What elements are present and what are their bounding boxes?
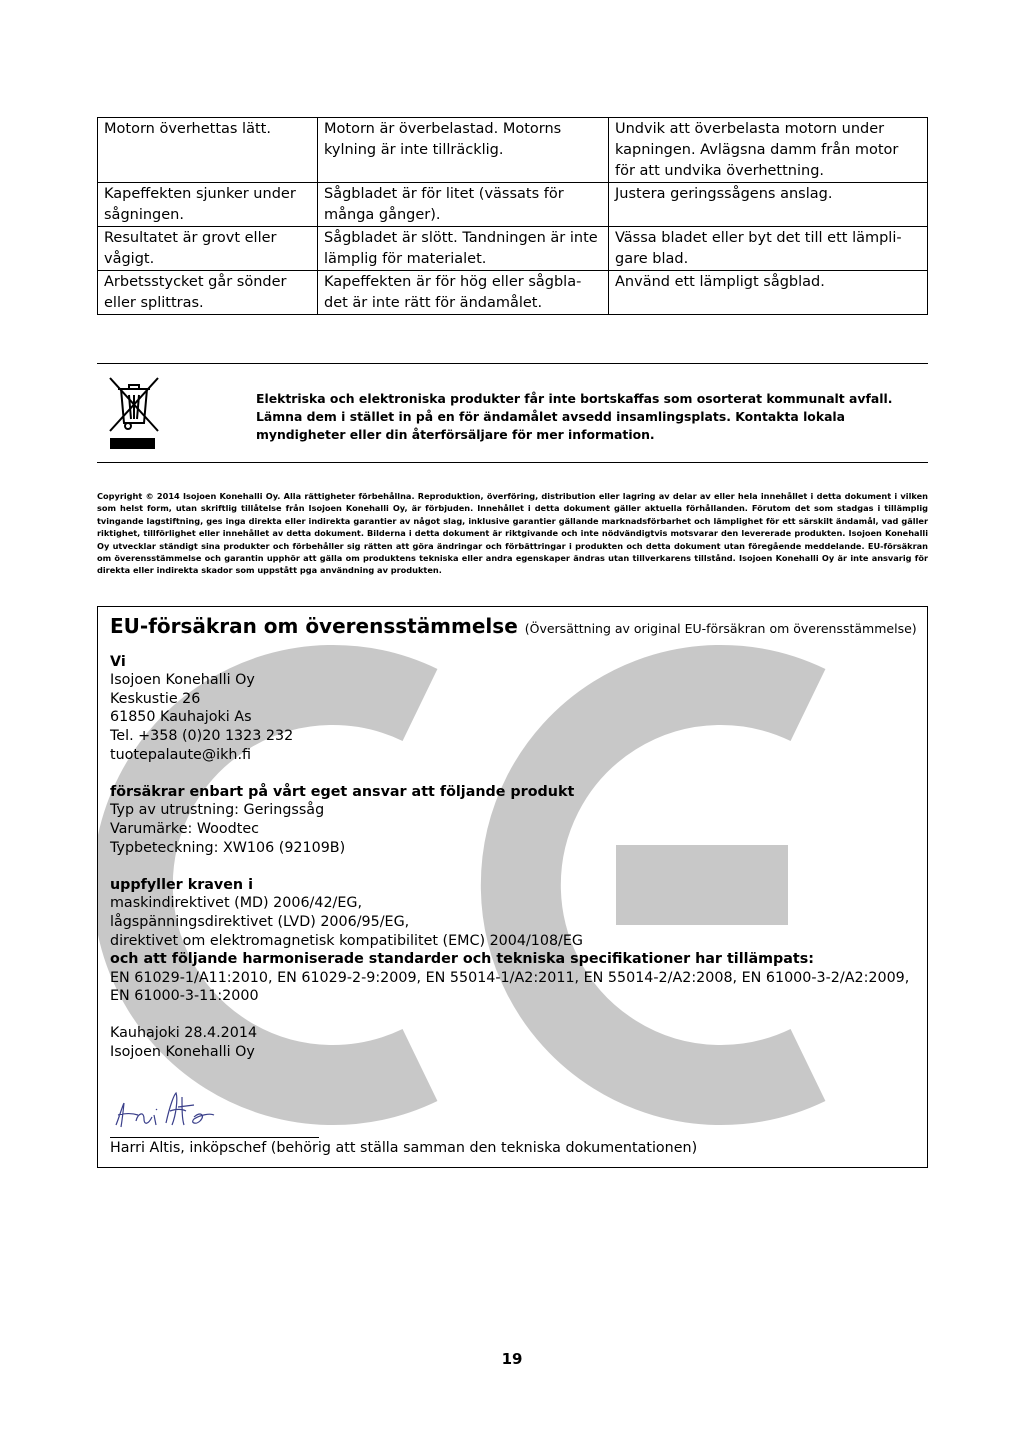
crossed-out-wheelie-bin-icon [107,375,161,451]
table-row [98,227,928,271]
signing-company: Isojoen Konehalli Oy [110,1044,255,1061]
standards-list: EN 61029-1/A11:2010, EN 61029-2-9:2009, EN 55014-1/A2:2011, EN 55014-2/A2:2008, EN 61000-3-2/A2:2009, EN 61000-3-11:2000 [110,969,910,1005]
email-address: tuotepalaute@ikh.fi [110,746,252,763]
copyright-notice: Copyright © 2014 Isojoen Konehalli Oy. Alla rättigheter förbehållna. Reproduktion, överföring, distribution eller lagring av delar av eller hela innehållet i detta dokument i vilken som helst form, utan skriftlig tillåtelse från Isojoen Konehalli Oy, är förbjuden. Innehållet i detta dokument gäller aktuella förhållanden. Förutom det som stadgas i tillämplig tvingande lagstiftning, ges inga direkta eller indirekta garantier av något slag, inklusive garantier gällande marknadsförbarhet och lämplighet för ett särskilt ändamål, vad gäller riktighet, tillförlighet eller innehållet av detta dokument. Bilderna i detta dokument är riktgivande och inte nödvändigtvis motsvarar den levererade produkten. Isojoen Konehalli Oy utvecklar ständigt sina produkter och förbehåller sig rätten att göra ändringar och förbättringar i produkten och detta dokument utan föregående meddelande. EU-försäkran om överensstämmelse och garantin upphör att gälla om produktens tekniska eller andra egenskaper ändras utan tillverkarens tillstånd. Isojoen Konehalli Oy är inte ansvarig för direkta eller indirekta skador som uppstått pga användning av produkten. [97,491,928,576]
directive-item: direktivet om elektromagnetisk kompatibilitet (EMC) 2004/108/EG [110,932,583,949]
model-designation: Typbeteckning: XW106 (92109B) [110,839,346,856]
declaration-content [110,614,920,1062]
company-name: Isojoen Konehalli Oy [110,672,255,689]
declaration-subtitle: (Översättning av original EU-försäkran om överensstämmelse) [524,621,917,636]
remedy-cell: Vässa bladet eller byt det till ett lämpli-gare blad. [609,227,928,271]
street-address: Keskustie 26 [110,690,201,707]
declaration-heading: EU-försäkran om överensstämmelse [110,614,518,638]
signature-line [110,1137,319,1138]
equipment-type: Typ av utrustning: Geringssåg [110,802,325,819]
standards-heading: och att följande harmoniserade standarder och tekniska specifikationer har tillämpats: [110,951,814,968]
problem-cell: Motorn överhettas lätt. [98,118,318,183]
problem-cell: Arbetsstycket går sönder eller splittras. [98,271,318,315]
directive-item: lågspänningsdirektivet (LVD) 2006/95/EG, [110,913,410,930]
eu-declaration-box [97,606,928,1168]
remedy-cell: Justera geringssågens anslag. [609,183,928,227]
troubleshooting-table [97,117,928,315]
we-heading: Vi [110,653,126,670]
remedy-cell: Undvik att överbelasta motorn under kapningen. Avlägsna damm från motor för att undvika överhettning. [609,118,928,183]
divider-top [97,363,928,364]
divider-bottom [97,462,928,463]
cause-cell: Sågbladet är för litet (vässats för många gånger). [318,183,609,227]
postal-address: 61850 Kauhajoki As [110,709,252,726]
remedy-cell: Använd ett lämpligt sågblad. [609,271,928,315]
table-row [98,271,928,315]
page-number: 19 [501,1350,523,1368]
declare-heading: försäkrar enbart på vårt eget ansvar att följande produkt [110,783,575,800]
table-row [98,118,928,183]
meets-heading: uppfyller kraven i [110,876,253,893]
declaration-title [110,614,920,639]
cause-cell: Sågbladet är slött. Tandningen är inte lämplig för materialet. [318,227,609,271]
problem-cell: Resultatet är grovt eller vågigt. [98,227,318,271]
cause-cell: Motorn är överbelastad. Motorns kylning är inte tillräcklig. [318,118,609,183]
handwritten-signature [110,1085,220,1135]
signer-name: Harri Altis, inköpschef (behörig att ställa samman den tekniska dokumentationen) [110,1140,698,1156]
table-row [98,183,928,227]
place-date: Kauhajoki 28.4.2014 [110,1025,258,1042]
weee-disposal-notice: Elektriska och elektroniska produkter får inte bortskaffas som osorterat kommunalt avfall. Lämna dem i stället in på en för ändamålet avsedd insamlingsplats. Kontakta lokala myndigheter eller din återförsäljare för mer information. [256,391,893,442]
problem-cell: Kapeffekten sjunker under sågningen. [98,183,318,227]
directive-item: maskindirektivet (MD) 2006/42/EG, [110,895,363,912]
brand-name: Varumärke: Woodtec [110,820,259,837]
cause-cell: Kapeffekten är för hög eller sågbla-det är inte rätt för ändamålet. [318,271,609,315]
phone-number: Tel. +358 (0)20 1323 232 [110,727,294,744]
